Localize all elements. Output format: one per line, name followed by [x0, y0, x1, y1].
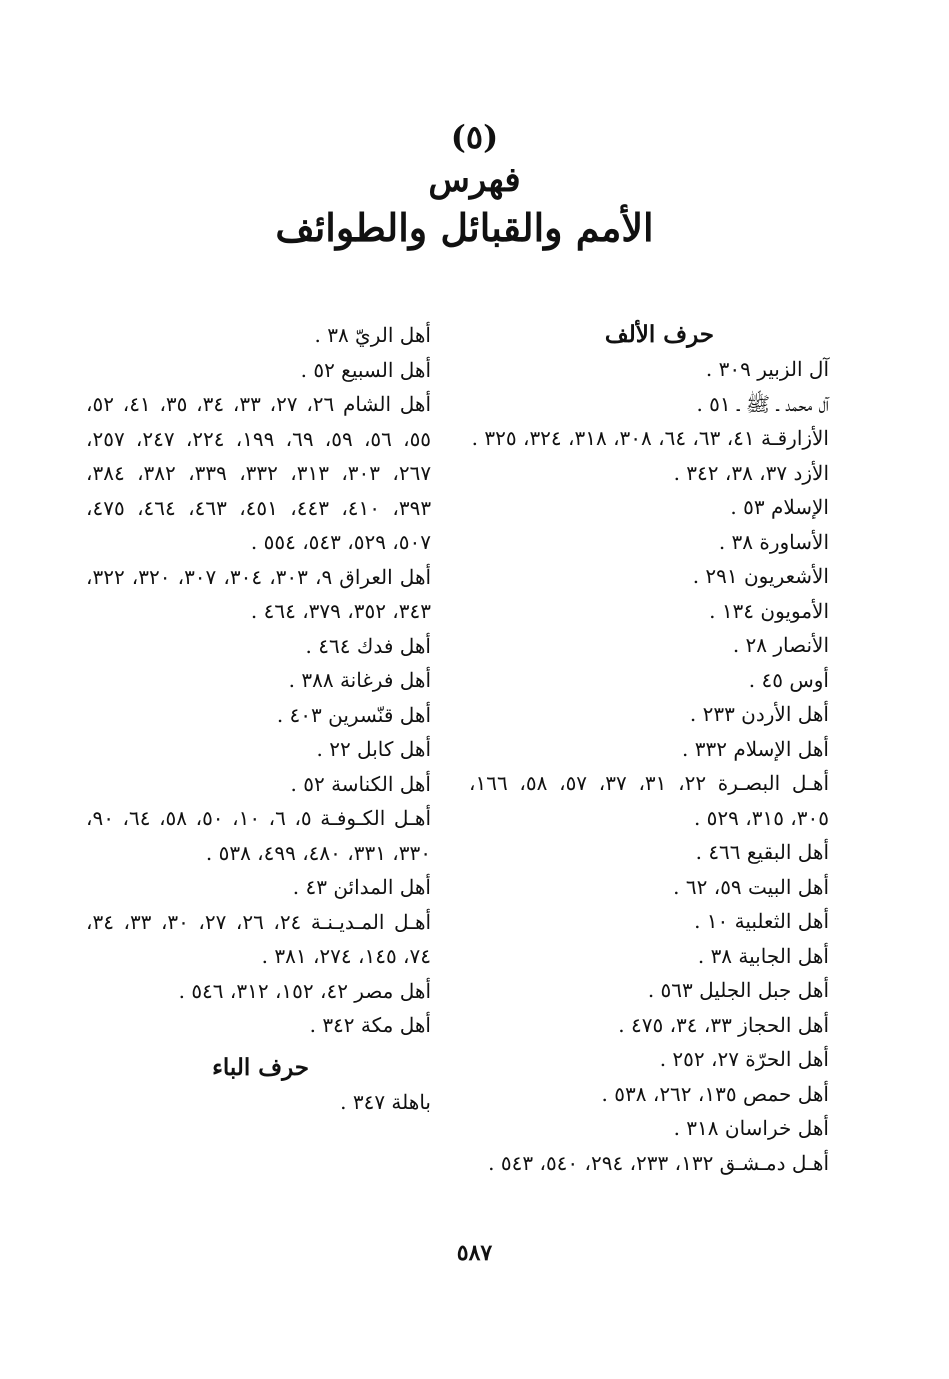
index-entry: أهل جبل الجليل ٥٦٣ .	[647, 978, 829, 1002]
index-entry: أهل حمص ١٣٥، ٢٦٢، ٥٣٨ .	[601, 1081, 829, 1106]
left-column	[86, 318, 431, 1119]
index-entry: أهل الحرّة ٢٧، ٢٥٢ .	[659, 1047, 829, 1071]
page-number: ٥٨٧	[456, 1240, 493, 1266]
index-entry: أهل قنّسرين ٤٠٣ .	[276, 702, 431, 727]
index-entry: أهـل البصـرة ٢٢، ٣١، ٣٧، ٥٧، ٥٨، ١٦٦، ٣٠٥، ٣١٥، ٥٢٩ .	[469, 771, 830, 830]
index-entry: الأنصار ٢٨ .	[732, 633, 829, 657]
index-entry: أهل البيت ٥٩، ٦٢ .	[673, 874, 829, 899]
index-entry: أهل الحجاز ٣٣، ٣٤، ٤٧٥ .	[618, 1012, 829, 1037]
index-entry: آل الزبير ٣٠٩ .	[705, 357, 829, 381]
index-entry: الأمويون ١٣٤ .	[709, 598, 829, 623]
index-entry: أهل فدك ٤٦٤ .	[305, 633, 431, 658]
index-entry: أهل الثعلبية ١٠ .	[694, 909, 829, 933]
index-title-line2: الأمم والقبائل والطوائف	[275, 205, 654, 250]
index-entry: الأزد ٣٧، ٣٨، ٣٤٢ .	[673, 460, 829, 485]
index-entry: أهل الأردن ٢٣٣ .	[689, 702, 829, 726]
index-entry: أوس ٤٥ .	[748, 667, 829, 692]
index-entry: أهـل دمـشـق ١٣٢، ٢٣٣، ٢٩٤، ٥٤٠، ٥٤٣ .	[488, 1150, 829, 1175]
index-entry: أهل كابل ٢٢ .	[316, 737, 431, 761]
index-entry: الإسلام ٥٣ .	[730, 495, 829, 519]
index-entry: أهل البقيع ٤٦٦ .	[695, 840, 829, 864]
index-entry: أهـل الكـوفـة ٥، ٦، ١٠، ٥٠، ٥٨، ٦٤، ٩٠، ٣٣٠، ٣٣١، ٤٨٠، ٤٩٩، ٥٣٨ .	[86, 806, 431, 865]
index-entry: آل محمد ـ ﷺ ـ ٥١ .	[696, 391, 829, 416]
index-entry: الأزارقـة ٤١، ٦٣، ٦٤، ٣٠٨، ٣١٨، ٣٢٤، ٣٢٥ .	[471, 426, 829, 450]
index-entry: باهلة ٣٤٧ .	[340, 1089, 431, 1114]
index-entry: أهل فرغانة ٣٨٨ .	[288, 668, 431, 692]
index-entry: أهل مصر ٤٢، ١٥٢، ٣١٢، ٥٤٦ .	[178, 978, 431, 1003]
index-entry: أهل المدائن ٤٣ .	[292, 875, 431, 899]
index-number: (٥)	[450, 118, 499, 156]
index-entry: أهل السبيع ٥٢ .	[300, 357, 431, 382]
index-title-line1: فهرس	[428, 160, 521, 200]
index-entry: أهل مكة ٣٤٢ .	[309, 1013, 431, 1037]
section-heading-ba: حرف الباء	[212, 1053, 309, 1081]
index-entry: الأشعريون ٢٩١ .	[692, 564, 829, 588]
index-entry: أهل الجابية ٣٨ .	[697, 943, 829, 968]
section-heading-alif: حرف الألف	[604, 321, 714, 348]
index-entry: أهل الريّ ٣٨ .	[314, 323, 431, 347]
index-entry: أهل خراسان ٣١٨ .	[673, 1116, 829, 1140]
index-entry: أهل الإسلام ٣٣٢ .	[682, 736, 829, 761]
index-entry: أهـل المـديـنـة ٢٤، ٢٦، ٢٧، ٣٠، ٣٣، ٣٤، ٧٤، ١٤٥، ٢٧٤، ٣٨١ .	[86, 909, 432, 968]
index-entry: الأساورة ٣٨ .	[718, 529, 829, 554]
right-column	[469, 318, 829, 1180]
index-entry: أهل الكناسة ٥٢ .	[290, 771, 431, 796]
index-entry: أهل الشام ٢٦، ٢٧، ٣٣، ٣٤، ٣٥، ٤١، ٥٢، ٥٥، ٥٦، ٥٩، ٦٩، ١٩٩، ٢٢٤، ٢٤٧، ٢٥٧، ٢٦٧، ٣٠٣، ٣١٣، ٣٣٢، ٣٣٩، ٣٨٢، ٣٨٤، ٣٩٣، ٤١٠، ٤٤٣، ٤٥١، ٤٦٣، ٤٦٤، ٤٧٥، ٥٠٧، ٥٢٩، ٥٤٣، ٥٥٤ .	[86, 392, 432, 554]
index-entry: أهل العراق ٩، ٣٠٣، ٣٠٤، ٣٠٧، ٣٢٠، ٣٢٢، ٣٤٣، ٣٥٢، ٣٧٩، ٤٦٤ .	[86, 564, 432, 623]
